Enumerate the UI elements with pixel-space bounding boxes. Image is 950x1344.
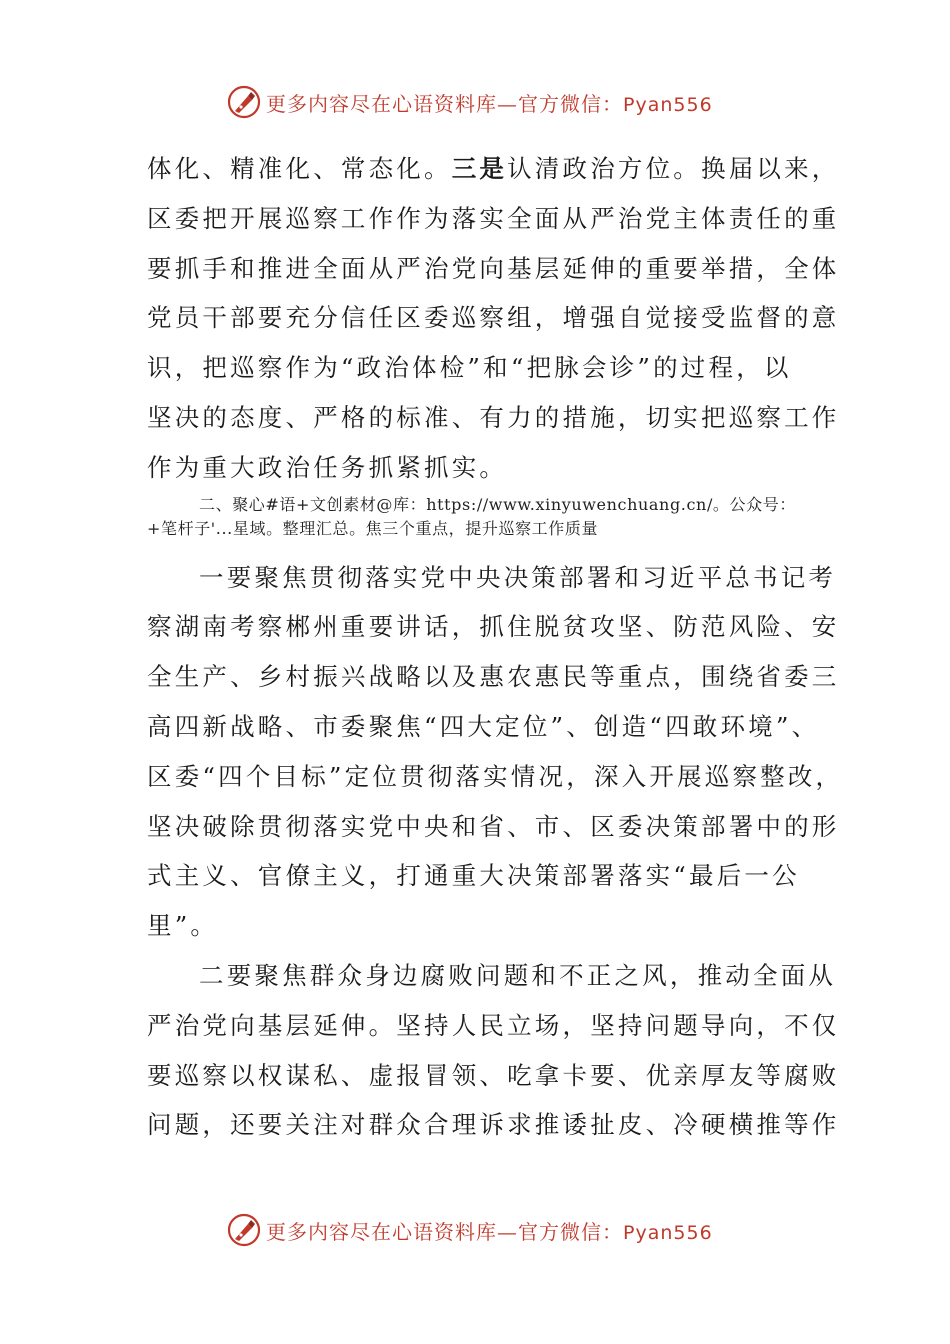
body-line-1-pre: 体化、精准化、常态化。	[147, 154, 452, 183]
para1-line-1: 一要聚焦贯彻落实党中央决策部署和习近平总书记考	[199, 562, 837, 592]
body-line-6: 坚决的态度、严格的标准、有力的措施，切实把巡察工作	[147, 402, 840, 432]
body-line-7: 作为重大政治任务抓紧抓实。	[147, 452, 508, 482]
footer-watermark-banner	[226, 1208, 746, 1252]
banner-dash: —	[497, 1219, 518, 1244]
para2-line-1: 二要聚焦群众身边腐败问题和不正之风，推动全面从	[199, 960, 837, 990]
para1-line-2: 察湖南考察郴州重要讲话，抓住脱贫攻坚、防范风险、安	[147, 612, 840, 642]
banner-text	[266, 1216, 713, 1245]
para1-line-7: 式主义、官僚主义，打通重大决策部署落实“最后一公	[147, 861, 800, 891]
body-line-4: 党员干部要充分信任区委巡察组，增强自觉接受监督的意	[147, 303, 840, 333]
para2-line-3: 要巡察以权谋私、虚报冒领、吃拿卡要、优亲厚友等腐败	[147, 1060, 840, 1090]
para1-line-8: 里”。	[147, 911, 219, 941]
para1-line-4: 高四新战略、市委聚焦“四大定位”、创造“四敢环境”、	[147, 711, 820, 741]
body-line-3: 要抓手和推进全面从严治党向基层延伸的重要举措，全体	[147, 253, 840, 283]
banner-text	[266, 88, 713, 117]
body-line-1-post: 认清政治方位。换届以来，	[507, 154, 840, 183]
header-watermark-banner	[226, 80, 746, 124]
para1-line-5: 区委“四个目标”定位贯彻落实情况，深入开展巡察整改，	[147, 761, 844, 791]
body-line-1	[147, 144, 840, 194]
banner-dash: —	[497, 91, 518, 116]
document-body	[147, 144, 844, 1150]
body-line-5: 识，把巡察作为“政治体检”和“把脉会诊”的过程，以	[147, 353, 792, 383]
banner-wechat-id: Pyan556	[623, 93, 713, 116]
banner-wechat-id: Pyan556	[623, 1221, 713, 1244]
banner-main-text: 更多内容尽在心语资料库	[266, 1219, 497, 1244]
pen-nib-logo-icon	[226, 1212, 262, 1248]
section-heading-line-1: 二、聚心#语+文创素材@库：https://www.xinyuwenchuang.cn/。公众号：	[199, 494, 796, 514]
banner-official-text: 官方微信：	[518, 1219, 623, 1244]
pen-nib-logo-icon	[226, 84, 262, 120]
banner-official-text: 官方微信：	[518, 91, 623, 116]
para1-line-3: 全生产、乡村振兴战略以及惠农惠民等重点，围绕省委三	[147, 662, 840, 692]
banner-main-text: 更多内容尽在心语资料库	[266, 91, 497, 116]
body-line-2: 区委把开展巡察工作作为落实全面从严治党主体责任的重	[147, 203, 840, 233]
body-line-1-bold: 三是	[451, 154, 508, 183]
para1-line-6: 坚决破除贯彻落实党中央和省、市、区委决策部署中的形	[147, 811, 840, 841]
para2-line-2: 严治党向基层延伸。坚持人民立场，坚持问题导向，不仅	[147, 1010, 840, 1040]
section-heading-line-2: +笔杆子'...星域。整理汇总。焦三个重点，提升巡察工作质量	[147, 518, 599, 538]
para2-line-4: 问题，还要关注对群众合理诉求推诿扯皮、冷硬横推等作	[147, 1110, 840, 1140]
